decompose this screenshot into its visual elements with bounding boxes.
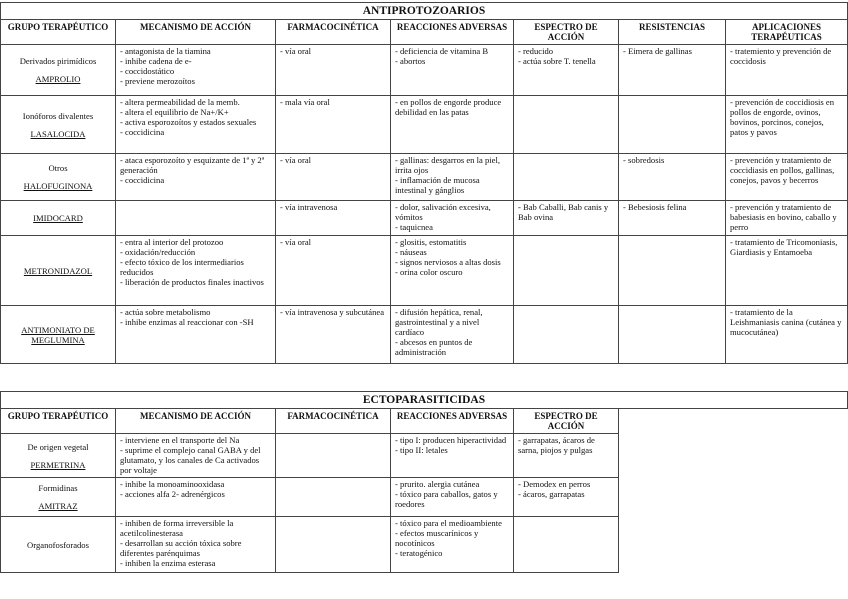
- cell-resistencias: [619, 154, 726, 201]
- cell-line: - signos nerviosos a altas dosis: [395, 257, 501, 267]
- group-cell: [1, 306, 116, 364]
- section-title-antiprotozoarios: ANTIPROTOZOARIOS: [1, 3, 848, 20]
- cell-line: - entra al interior del protozoo: [120, 237, 224, 247]
- cell-farmaco: [276, 154, 391, 201]
- cell-reacciones: [391, 517, 514, 573]
- cell-line: - inhibe cadena de e-: [120, 56, 192, 66]
- cell-line: - deficiencia de vitamina B: [395, 46, 489, 56]
- cell-line: - efectos muscarínicos y nocotínicos: [395, 528, 479, 548]
- group-cell: [1, 434, 116, 478]
- header-row: [1, 409, 848, 434]
- cell-reacciones: [391, 201, 514, 236]
- cell-farmaco: [276, 96, 391, 154]
- cell-line: - vía oral: [280, 237, 312, 247]
- cell-mecanismo: [116, 201, 276, 236]
- cell-espectro: [514, 45, 619, 96]
- cell-reacciones: [391, 236, 514, 306]
- table-row: [1, 306, 848, 364]
- cell-line: - Demodex en perros: [518, 479, 591, 489]
- table-row: [1, 236, 848, 306]
- cell-line: - prevención de coccidiosis en pollos de engorde, ovinos, bovinos, porcinos, conejos, patos y pavos: [730, 97, 835, 137]
- cell-mecanismo: [116, 236, 276, 306]
- cell-line: - altera permeabilidad de la memb.: [120, 97, 240, 107]
- table-row: [1, 478, 848, 517]
- cell-reacciones: [391, 154, 514, 201]
- cell-resistencias: [619, 306, 726, 364]
- drug-name: PERMETRINA: [30, 459, 86, 470]
- cell-line: - taquicnea: [395, 222, 433, 232]
- cell-line: - ataca esporozoíto y esquizante de 1ª y 2ª generación: [120, 155, 265, 175]
- blank-cell: [726, 517, 848, 573]
- group-cell: [1, 201, 116, 236]
- blank-cell: [619, 517, 726, 573]
- cell-line: - antagonista de la tiamina: [120, 46, 211, 56]
- cell-line: - inhibe la monoaminooxidasa: [120, 479, 225, 489]
- cell-line: - dolor, salivación excesiva, vómitos: [395, 202, 491, 222]
- cell-farmaco: [276, 236, 391, 306]
- header-row: [1, 20, 848, 45]
- cell-line: - Bebesiosis felina: [623, 202, 687, 212]
- group-name: Organofosforados: [27, 539, 89, 550]
- group-name: Formidinas: [38, 483, 78, 493]
- drug-name: METRONIDAZOL: [23, 265, 93, 276]
- drug-name: LASALOCIDA: [30, 128, 86, 139]
- column-header: APLICACIONES TERAPÉUTICAS: [726, 20, 848, 45]
- drug-name: AMPROLIO: [35, 74, 81, 84]
- cell-resistencias: [619, 236, 726, 306]
- group-name: De origen vegetal: [27, 441, 89, 452]
- group-cell: [1, 154, 116, 201]
- cell-line: - tipo I: producen hiperactividad: [395, 435, 507, 445]
- column-header: FARMACOCINÉTICA: [276, 409, 391, 434]
- cell-farmaco: [276, 306, 391, 364]
- column-header: GRUPO TERAPÉUTICO: [1, 409, 116, 434]
- cell-mecanismo: [116, 45, 276, 96]
- cell-line: - prevención y tratamiento de babesiasis en bovino, caballo y perro: [730, 202, 837, 232]
- cell-mecanismo: [116, 306, 276, 364]
- cell-line: - ácaros, garrapatas: [518, 489, 585, 499]
- cell-line: - coccidostático: [120, 66, 175, 76]
- drug-name: ANTIMONIATO DE MEGLUMINA: [21, 324, 95, 345]
- cell-line: - previene merozoítos: [120, 76, 195, 86]
- cell-espectro: [514, 306, 619, 364]
- cell-line: - gallinas: desgarros en la piel, irrita ojos: [395, 155, 501, 175]
- cell-line: - glositis, estomatitis: [395, 237, 467, 247]
- column-header: FARMACOCINÉTICA: [276, 20, 391, 45]
- table-row: [1, 201, 848, 236]
- table-row: [1, 96, 848, 154]
- group-cell: [1, 236, 116, 306]
- blank-cell: [726, 409, 848, 434]
- table-row: [1, 517, 848, 573]
- cell-mecanismo: [116, 517, 276, 573]
- group-name: Ionóforos divalentes: [22, 110, 94, 121]
- column-header: MECANISMO DE ACCIÓN: [116, 20, 276, 45]
- cell-espectro: [514, 517, 619, 573]
- cell-aplicaciones: [726, 201, 848, 236]
- cell-reacciones: [391, 434, 514, 478]
- cell-reacciones: [391, 45, 514, 96]
- cell-line: - activa esporozoítos y estados sexuales: [120, 117, 257, 127]
- cell-line: - oxidación/reducción: [120, 247, 196, 257]
- cell-line: - Bab Caballi, Bab canis y Bab ovina: [518, 202, 609, 222]
- cell-resistencias: [619, 201, 726, 236]
- cell-aplicaciones: [726, 236, 848, 306]
- group-name: Otros: [48, 163, 68, 173]
- cell-line: - náuseas: [395, 247, 427, 257]
- cell-line: - orina color oscuro: [395, 267, 463, 277]
- cell-line: - interviene en el transporte del Na: [120, 435, 240, 445]
- cell-mecanismo: [116, 96, 276, 154]
- cell-farmaco: [276, 45, 391, 96]
- cell-line: - en pollos de engorde produce debilidad en las patas: [395, 97, 502, 117]
- cell-line: - sobredosis: [623, 155, 665, 165]
- group-cell: [1, 45, 116, 96]
- cell-line: - vía oral: [280, 46, 312, 56]
- cell-line: - vía intravenosa y subcutánea: [280, 307, 385, 317]
- cell-line: - liberación de productos finales inactivos: [120, 277, 264, 287]
- cell-line: - inhiben de forma irreversible la acetilcolinesterasa: [120, 518, 234, 538]
- cell-espectro: [514, 478, 619, 517]
- cell-resistencias: [619, 96, 726, 154]
- drug-name: HALOFUGINONA: [23, 181, 93, 191]
- cell-line: - tratamiento de Tricomoniasis, Giardiasis y Entamoeba: [730, 237, 838, 257]
- cell-mecanismo: [116, 434, 276, 478]
- blank-cell: [619, 434, 726, 478]
- cell-line: - actúa sobre T. tenella: [518, 56, 596, 66]
- cell-line: - inhibe enzimas al reaccionar con -SH: [120, 317, 254, 327]
- column-header: ESPECTRO DE ACCIÓN: [514, 20, 619, 45]
- cell-farmaco: [276, 517, 391, 573]
- antiprotozoarios-table: [0, 2, 848, 364]
- cell-line: - coccidicina: [120, 127, 165, 137]
- cell-line: - difusión hepática, renal, gastrointestinal y a nivel cardíaco: [395, 307, 483, 337]
- cell-line: - efecto tóxico de los intermediarios reducidos: [120, 257, 244, 277]
- column-header: REACCIONES ADVERSAS: [391, 409, 514, 434]
- cell-line: - altera el equilibrio de Na+/K+: [120, 107, 229, 117]
- cell-line: - garrapatas, ácaros de sarna, piojos y pulgas: [518, 435, 595, 455]
- cell-mecanismo: [116, 478, 276, 517]
- cell-line: - actúa sobre metabolismo: [120, 307, 211, 317]
- cell-line: - Eimera de gallinas: [623, 46, 692, 56]
- ectoparasiticidas-table: [0, 391, 848, 573]
- cell-espectro: [514, 154, 619, 201]
- cell-line: - prevención y tratamiento de coccidiasis en pollos, gallinas, conejos, pavos y becerros: [730, 155, 835, 185]
- cell-reacciones: [391, 306, 514, 364]
- cell-line: - teratogénico: [395, 548, 443, 558]
- cell-line: - reducido: [518, 46, 554, 56]
- blank-cell: [619, 478, 726, 517]
- cell-line: - abcesos en puntos de administración: [395, 337, 473, 357]
- cell-line: - mala vía oral: [280, 97, 330, 107]
- cell-line: - tóxico para el medioambiente: [395, 518, 502, 528]
- group-cell: [1, 517, 116, 573]
- cell-aplicaciones: [726, 154, 848, 201]
- cell-line: - prurito. alergia cutánea: [395, 479, 480, 489]
- cell-line: - tratemiento y prevención de coccidosis: [730, 46, 832, 66]
- cell-line: - tratamiento de la Leishmaniasis canina (cutánea y mucocutánea): [730, 307, 842, 337]
- drug-name: AMITRAZ: [38, 501, 78, 511]
- drug-name: IMIDOCARD: [33, 213, 83, 223]
- cell-line: - suprime el complejo canal GABA y del glutamato, y los canales de Ca activados por voltaje: [120, 445, 261, 475]
- cell-espectro: [514, 96, 619, 154]
- column-header: REACCIONES ADVERSAS: [391, 20, 514, 45]
- cell-farmaco: [276, 478, 391, 517]
- group-cell: [1, 478, 116, 517]
- cell-line: - inflamación de mucosa intestinal y gánglios: [395, 175, 480, 195]
- cell-line: - abortos: [395, 56, 426, 66]
- cell-line: - inhiben la enzima esterasa: [120, 558, 216, 568]
- cell-line: - coccidicina: [120, 175, 165, 185]
- cell-mecanismo: [116, 154, 276, 201]
- cell-espectro: [514, 201, 619, 236]
- column-header: MECANISMO DE ACCIÓN: [116, 409, 276, 434]
- section-title-ectoparasiticidas: ECTOPARASITICIDAS: [1, 392, 848, 409]
- cell-line: - acciones alfa 2- adrenérgicos: [120, 489, 225, 499]
- cell-aplicaciones: [726, 306, 848, 364]
- cell-reacciones: [391, 478, 514, 517]
- blank-cell: [726, 434, 848, 478]
- cell-aplicaciones: [726, 96, 848, 154]
- cell-reacciones: [391, 96, 514, 154]
- cell-line: - tipo II: letales: [395, 445, 448, 455]
- group-cell: [1, 96, 116, 154]
- cell-resistencias: [619, 45, 726, 96]
- column-header: GRUPO TERAPÉUTICO: [1, 20, 116, 45]
- cell-line: - tóxico para caballos, gatos y roedores: [395, 489, 498, 509]
- cell-aplicaciones: [726, 45, 848, 96]
- cell-line: - vía oral: [280, 155, 312, 165]
- cell-farmaco: [276, 201, 391, 236]
- table-row: [1, 434, 848, 478]
- blank-cell: [726, 478, 848, 517]
- cell-espectro: [514, 434, 619, 478]
- cell-espectro: [514, 236, 619, 306]
- column-header: RESISTENCIAS: [619, 20, 726, 45]
- cell-line: - vía intravenosa: [280, 202, 338, 212]
- cell-farmaco: [276, 434, 391, 478]
- table-row: [1, 45, 848, 96]
- group-name: Derivados pirimídicos: [19, 56, 97, 66]
- blank-cell: [619, 409, 726, 434]
- column-header: ESPECTRO DE ACCIÓN: [514, 409, 619, 434]
- table-row: [1, 154, 848, 201]
- cell-line: - desarrollan su acción tóxica sobre diferentes parénquimas: [120, 538, 242, 558]
